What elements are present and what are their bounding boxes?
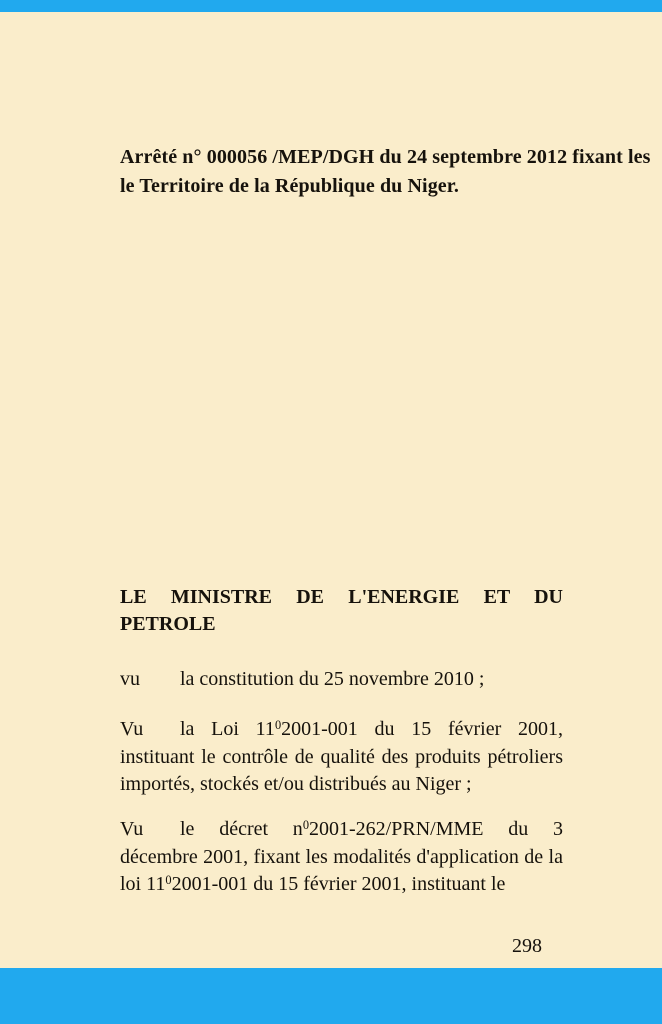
superscript-zero: 0: [302, 817, 310, 832]
decree-title-line1: Arrêté n° 000056 /MEP/DGH du 24 septembre 2012 fixant les: [120, 146, 651, 168]
bottom-border-bar: [0, 968, 662, 1024]
paragraph-text: le décret n: [180, 818, 303, 840]
paragraph-text: la Loi 11: [180, 718, 275, 740]
paragraph-vu-decret: [120, 816, 563, 899]
superscript-zero: 0: [165, 872, 172, 887]
paragraph-text: 2001-262/PRN/MME du 3 décembre 2001, fixant les modalités d'application de la loi 11: [120, 818, 564, 895]
top-border-bar: [0, 0, 662, 12]
page-number: 298: [512, 935, 542, 957]
superscript-zero: 0: [274, 717, 282, 732]
decree-title-line2: le Territoire de la République du Niger.: [120, 175, 460, 197]
vu-lead: Vu: [120, 818, 144, 840]
paragraph-text: la constitution du 25 novembre 2010 ;: [180, 668, 485, 690]
vu-lead: Vu: [120, 718, 144, 740]
minister-heading-line1: LE MINISTRE DE L'ENERGIE ET DU: [120, 586, 563, 608]
minister-heading: [120, 584, 563, 638]
decree-title: [120, 143, 651, 201]
paragraph-vu-loi: [120, 716, 563, 799]
minister-heading-line2: PETROLE: [120, 613, 216, 635]
paragraph-text: 2001-001 du 15 février 2001, instituant le: [171, 873, 506, 895]
paragraph-vu-constitution: [120, 666, 563, 694]
vu-lead: vu: [120, 668, 140, 690]
paragraph-text: 2001-001 du 15 février 2001, instituant le contrôle de qualité des produits pétroliers importés, stockés et/ou distribués au Niger ;: [120, 718, 564, 795]
